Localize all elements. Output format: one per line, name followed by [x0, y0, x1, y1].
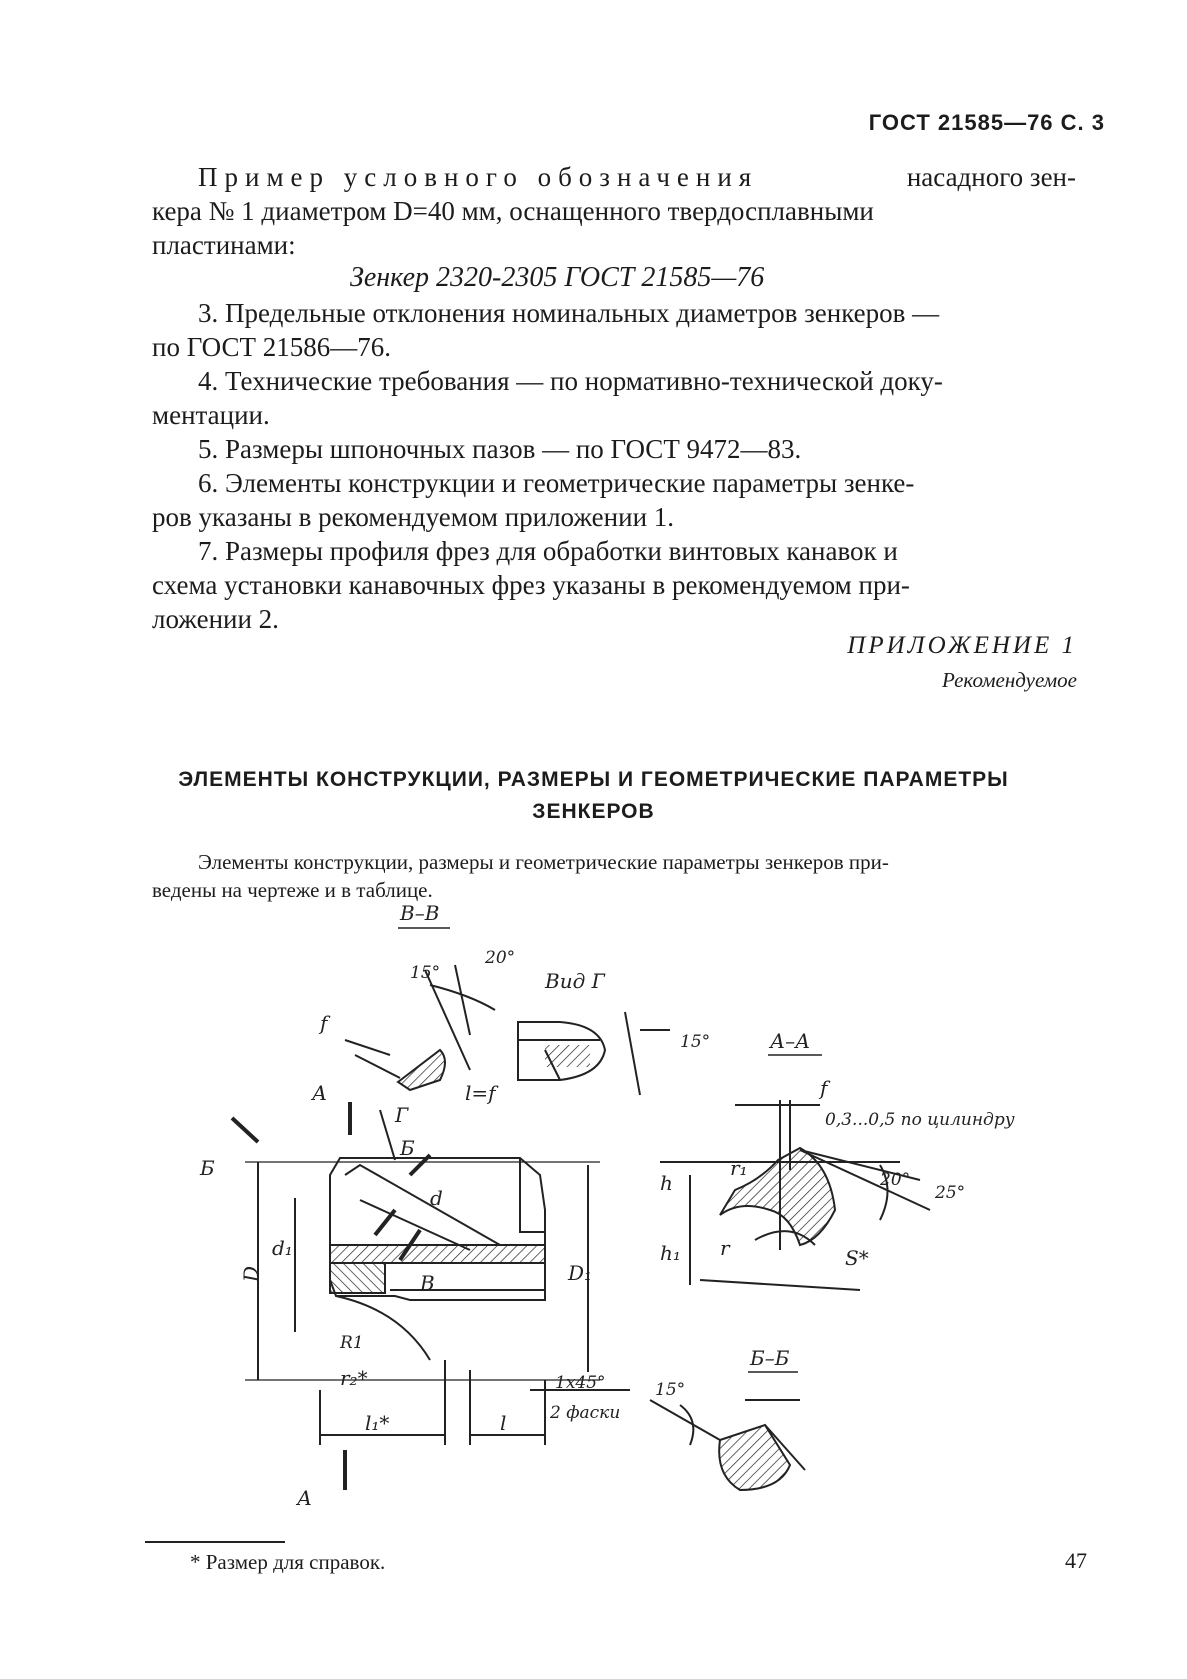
appendix-status: Рекомендуемое [942, 668, 1077, 692]
label-G: Г [395, 1103, 409, 1127]
item-line: 3. Предельные отклонения номинальных диаметров зенкеров — [198, 298, 940, 328]
label-angle-20-vv: 20° [485, 948, 516, 968]
item-line: 5. Размеры шпоночных пазов — по ГОСТ 9472—83. [198, 434, 802, 464]
label-h: h [660, 1171, 673, 1195]
item-line: схема установки канавочных фрез указаны в рекомендуемом при- [152, 570, 910, 600]
label-R1: R1 [340, 1333, 364, 1353]
section-title-line-1: ЭЛЕМЕНТЫ КОНСТРУКЦИИ, РАЗМЕРЫ И ГЕОМЕТРИЧЕСКИЕ ПАРАМЕТРЫ [178, 768, 1009, 791]
section-bb-shape [719, 1425, 790, 1490]
marker-B [232, 1118, 258, 1142]
label-l1: l₁* [365, 1411, 390, 1435]
label-V: В [420, 1271, 435, 1295]
label-section-bb: Б–Б [750, 1346, 790, 1370]
item-line: ментации. [152, 400, 270, 430]
intro-line-2: ведены на чертеже и в таблице. [152, 878, 433, 902]
label-angle-15-g: 15° [680, 1032, 711, 1052]
label-chamfers: 2 фаски [550, 1403, 621, 1423]
label-A-bottom: А [297, 1486, 313, 1510]
designation-line-3: пластинами: [152, 230, 296, 260]
item-line: по ГОСТ 21586—76. [152, 332, 391, 362]
label-l: l [500, 1411, 507, 1435]
label-r: r [720, 1236, 730, 1260]
label-r2: r₂* [340, 1366, 368, 1390]
section-title-line-2: ЗЕНКЕРОВ [532, 800, 655, 823]
document-header: ГОСТ 21585—76 С. 3 [868, 110, 1105, 135]
label-h1: h₁ [660, 1241, 681, 1265]
label-B-small: Б [400, 1136, 415, 1160]
designation-line-2: кера № 1 диаметром D=40 мм, оснащенного твердосплавными [152, 196, 874, 226]
designation-tail: насадного зен- [906, 162, 1076, 192]
footnote-rule [145, 1541, 285, 1543]
label-cylinder: 0,3...0,5 по цилиндру [825, 1110, 1015, 1130]
label-angle-15-bb: 15° [655, 1380, 686, 1400]
item-line: 7. Размеры профиля фрез для обработки винтовых канавок и [198, 536, 898, 566]
label-D: D [239, 1265, 263, 1282]
label-section-vv: В–В [400, 901, 440, 925]
label-f-vv: f [320, 1011, 328, 1035]
label-l-eq-f: l=f [465, 1081, 496, 1105]
label-S: S* [845, 1246, 869, 1270]
label-angle-20-aa: 20° [880, 1170, 911, 1190]
tooth-outline [345, 1165, 500, 1245]
label-d: d [430, 1186, 443, 1210]
label-d1: d₁ [272, 1236, 293, 1260]
item-line: ложении 2. [152, 604, 279, 634]
label-f-aa: f [820, 1076, 828, 1100]
appendix-label: ПРИЛОЖЕНИЕ 1 [847, 632, 1077, 659]
label-angle-25-aa: 25° [935, 1183, 966, 1203]
label-r1: r₁ [730, 1156, 748, 1180]
item-line: ров указаны в рекомендуемом приложении 1. [152, 502, 675, 532]
label-angle-15-vv: 15° [410, 963, 441, 983]
label-chamfer: 1x45° [555, 1373, 606, 1393]
label-D1: D₁ [568, 1261, 593, 1285]
designation-lead: Пример условного обозначения [198, 162, 759, 192]
hatched-band [330, 1245, 545, 1263]
marker-V [375, 1210, 395, 1235]
page-number: 47 [1065, 1548, 1087, 1573]
designation-example: Зенкер 2320-2305 ГОСТ 21585—76 [350, 262, 765, 293]
label-A-top: А [312, 1081, 328, 1105]
label-view-g: Вид Г [545, 969, 605, 993]
section-vv-shape [398, 1050, 445, 1090]
item-line: 6. Элементы конструкции и геометрические параметры зенке- [198, 468, 915, 498]
label-section-aa: А–А [770, 1029, 811, 1053]
footnote: * Размер для справок. [190, 1550, 386, 1574]
label-B-left: Б [200, 1156, 215, 1180]
intro-line-1: Элементы конструкции, размеры и геометрические параметры зенкеров при- [198, 850, 889, 874]
item-line: 4. Технические требования — по нормативно-технической доку- [198, 366, 943, 396]
